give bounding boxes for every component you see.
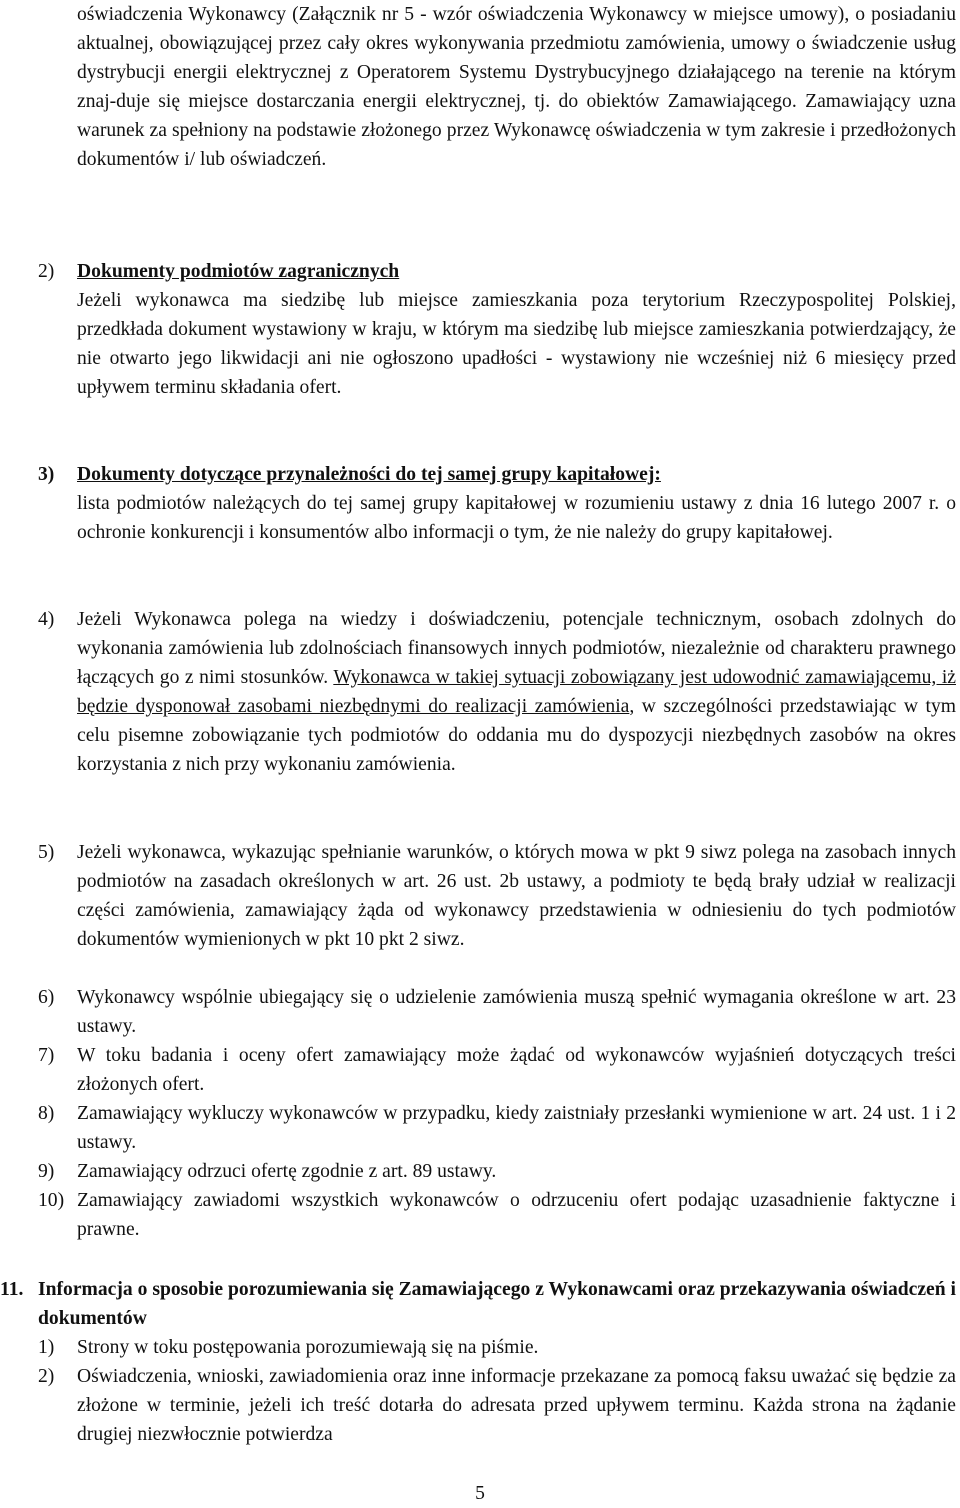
item-5: [38, 838, 956, 954]
section-11-item-2-number: 2): [38, 1366, 55, 1387]
item-6-number: 6): [38, 987, 55, 1008]
item-9-text: Zamawiający odrzuci ofertę zgodnie z art. 89 ustawy.: [77, 1161, 497, 1182]
item-7-number: 7): [38, 1045, 55, 1066]
item-6-text: Wykonawcy wspólnie ubiegający się o udzielenie zamówienia muszą spełnić wymagania określone w art. 23 ustawy.: [77, 987, 956, 1038]
intro-text-2: Zamawiający uzna warunek za spełniony na podstawie złożonego przez Wykonawcę oświadczenia w tym zakresie i przedłożonych dokumentów i/ lub oświadczeń.: [77, 91, 956, 171]
section-11-item-2: [38, 1362, 956, 1449]
item-3-number: 3): [38, 464, 55, 485]
item-8: [38, 1099, 956, 1157]
item-7: [38, 1041, 956, 1099]
item-10: [38, 1186, 956, 1244]
intro-paragraph: [77, 0, 956, 175]
item-4: [38, 605, 956, 780]
item-4-underlined: Wykonawca w takiej sytuacji zobowiązany jest udowodnić zamawiającemu, iż będzie dysponował zasobami niezbędnymi do realizacji zamówienia: [77, 667, 956, 718]
item-2: [38, 257, 956, 402]
section-11: [0, 1275, 956, 1333]
page-number: 5: [475, 1483, 485, 1504]
item-6: [38, 983, 956, 1041]
item-4-text-1: Jeżeli Wykonawca polega na wiedzy i doświadczeniu, potencjale technicznym, osobach zdolnych do wykonania zamówienia lub zdolnościach finansowych innych podmiotów, niezależnie od charakteru prawnego łączących go z nimi stosunków.: [77, 609, 956, 689]
item-2-number: 2): [38, 261, 55, 282]
item-7-text: W toku badania i oceny ofert zamawiający może żądać od wykonawców wyjaśnień dotyczących treści złożonych ofert.: [77, 1045, 956, 1096]
item-10-text: Zamawiający zawiadomi wszystkich wykonawców o odrzuceniu ofert podając uzasadnienie faktyczne i prawne.: [77, 1190, 956, 1241]
item-8-text: Zamawiający wykluczy wykonawców w przypadku, kiedy zaistniały przesłanki wymienione w art. 24 ust. 1 i 2 ustawy.: [77, 1103, 956, 1154]
section-11-number: 11.: [0, 1279, 24, 1300]
item-3: [38, 460, 956, 547]
item-5-text: Jeżeli wykonawca, wykazując spełnianie warunków, o których mowa w pkt 9 siwz polega na zasobach innych podmiotów na zasadach określonych w art. 26 ust. 2b ustawy, a podmioty te będą brały udział w realizacji części zamówienia, zamawiający żąda od wykonawcy przedstawienia w odniesieniu do tych podmiotów dokumentów wymienionych w pkt 10 pkt 2 siwz.: [77, 842, 956, 951]
item-4-text: [77, 605, 956, 780]
section-11-item-1: [38, 1333, 956, 1362]
section-11-heading: Informacja o sposobie porozumiewania się Zamawiającego z Wykonawcami oraz przekazywania oświadczeń i dokumentów: [38, 1279, 956, 1330]
section-11-item-2-text: Oświadczenia, wnioski, zawiadomienia oraz inne informacje przekazane za pomocą faksu uważać się będzie za złożone w terminie, jeżeli ich treść dotarła do adresata przed upływem terminu. Każda strona na żądanie drugiej niezwłocznie potwierdza: [77, 1366, 956, 1446]
intro-text-1: oświadczenia Wykonawcy (Załącznik nr 5 - wzór oświadczenia Wykonawcy w miejsce umowy), o posiadaniu aktualnej, obowiązującej przez cały okres wykonywania przedmiotu zamówienia, umowy o świadczenie usług dystrybucji energii elektrycznej z Operatorem Systemu Dystrybucyjnego działającego na terenie na którym znaj-duje się miejsce dostarczania energii elektrycznej, tj. do obiektów Zamawiającego.: [77, 4, 956, 113]
item-8-number: 8): [38, 1103, 55, 1124]
item-2-heading: Dokumenty podmiotów zagranicznych: [77, 261, 400, 282]
item-10-number: 10): [38, 1190, 65, 1211]
section-11-item-1-number: 1): [38, 1337, 55, 1358]
item-4-text-2: , w szczególności przedstawiając w tym celu pisemne zobowiązanie tych podmiotów do oddania mu do dyspozycji niezbędnych zasobów na okres korzystania z nich przy wykonaniu zamówienia.: [77, 696, 956, 776]
item-9: [38, 1157, 956, 1186]
item-4-number: 4): [38, 609, 55, 630]
item-3-text: lista podmiotów należących do tej samej grupy kapitałowej w rozumieniu ustawy z dnia 16 lutego 2007 r. o ochronie konkurencji i konsumentów albo informacji o tym, że nie należy do grupy kapitałowej.: [77, 493, 956, 544]
item-9-number: 9): [38, 1161, 55, 1182]
section-11-item-1-text: Strony w toku postępowania porozumiewają się na piśmie.: [77, 1337, 539, 1358]
item-5-number: 5): [38, 842, 55, 863]
item-3-heading: Dokumenty dotyczące przynależności do tej samej grupy kapitałowej:: [77, 464, 661, 485]
item-2-text: Jeżeli wykonawca ma siedzibę lub miejsce zamieszkania poza terytorium Rzeczypospolitej Polskiej, przedkłada dokument wystawiony w kraju, w którym ma siedzibę lub miejsce zamieszkania potwierdzający, że nie otwarto jego likwidacji ani nie ogłoszono upadłości - wystawiony nie wcześniej niż 6 miesięcy przed upływem terminu składania ofert.: [77, 290, 956, 399]
